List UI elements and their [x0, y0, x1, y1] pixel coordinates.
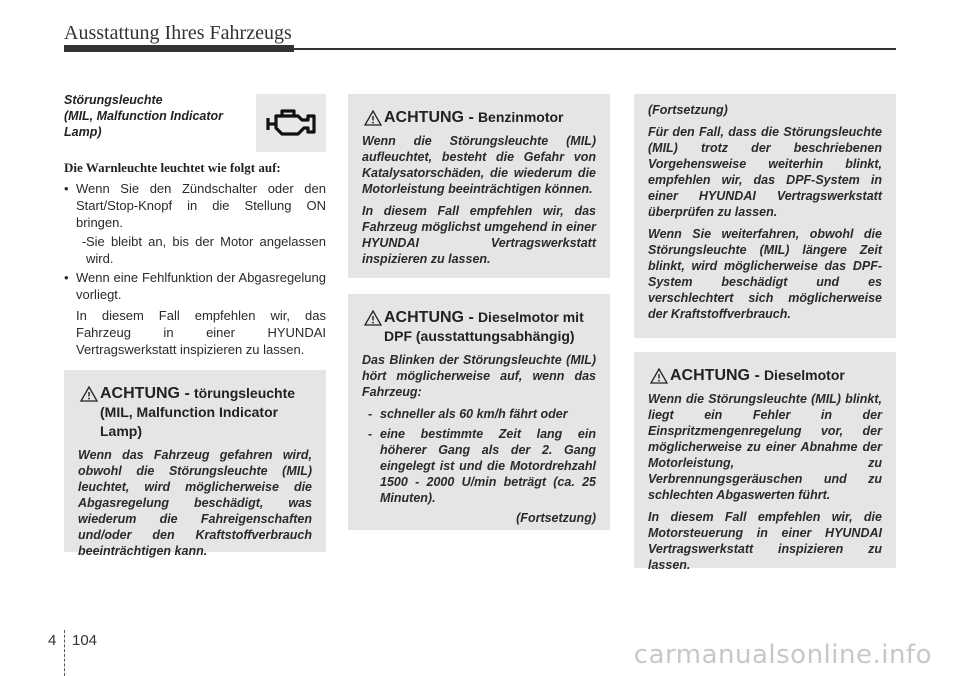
- warning-title: [78, 384, 312, 441]
- page-header-title: Ausstattung Ihres Fahrzeugs: [64, 22, 292, 44]
- lead-text: Die Warnleuchte leuchtet wie folgt auf:: [64, 160, 281, 175]
- warning-box-dpf: [348, 294, 610, 530]
- warning-triangle-icon: [648, 368, 670, 384]
- bullet-paragraph: In diesem Fall empfehlen wir, das Fahrzeug in einer HYUNDAI Vertragswerkstatt inspizieren zu lassen.: [76, 308, 326, 357]
- bullet-item: [64, 269, 326, 358]
- warning-title-text: Dieselmotor mit DPF (ausstattungsabhängig): [384, 309, 584, 344]
- dash-item: [76, 233, 326, 267]
- warning-text: Wenn die Störungsleuchte (MIL) aufleuchtet, besteht die Gefahr von Katalysatorschäden, die wiederum die Motorleistung beeinträchtigen können.: [362, 134, 596, 196]
- warning-word: ACHTUNG -: [384, 309, 474, 326]
- bullet-text: Wenn Sie den Zündschalter oder den Start/Stop-Knopf in die Stellung ON bringen.: [76, 181, 326, 230]
- page-number: 104: [72, 632, 98, 649]
- warning-box-dieselmotor: [634, 352, 896, 572]
- continuation-label: (Fortsetzung): [648, 103, 728, 117]
- header-rule: [64, 48, 896, 50]
- warning-text: Für den Fall, dass die Störungsleuchte (MIL) trotz der beschriebenen Vorgehensweise weiterhin blinkt, empfehlen wir, das DPF-System in einer HYUNDAI Vertragswerkstatt überprüfen zu lassen.: [648, 125, 882, 219]
- body-text: [64, 180, 326, 358]
- warning-text: Wenn die Störungsleuchte (MIL) blinkt, liegt ein Fehler in der Einspritzmengenregelung vor, der möglicherweise zu einer Abnahme der Motorleistung, zu Verbrennungsgeräuschen und zu schlechten Abgaswerten führt.: [648, 392, 882, 502]
- warning-text: In diesem Fall empfehlen wir, die Motorsteuerung in einer HYUNDAI Vertragswerkstatt inspizieren zu lassen.: [648, 510, 882, 572]
- dash-text: Sie bleibt an, bis der Motor angelassen wird.: [86, 234, 326, 266]
- bullet-item: [64, 180, 326, 267]
- warning-box-continued: [634, 94, 896, 338]
- subheading-line: Lamp): [64, 125, 102, 139]
- continuation-label: (Fortsetzung): [516, 511, 596, 525]
- warning-title-text: törungsleuchte (MIL, Malfunction Indicator Lamp): [100, 385, 296, 439]
- warning-title: [648, 366, 882, 385]
- warning-dash-item: - eine bestimmte Zeit lang ein höherer Gang als der 2. Gang eingelegt ist und die Motordrehzahl 1500 - 2000 U/min beträgt (ca. 25 Minuten).: [362, 426, 596, 506]
- warning-text: Das Blinken der Störungsleuchte (MIL) hört möglicherweise auf, wenn das Fahrzeug:: [362, 353, 596, 399]
- engine-check-icon-box: [256, 94, 326, 152]
- bullet-text: Wenn eine Fehlfunktion der Abgasregelung vorliegt.: [76, 270, 326, 302]
- warning-title: [362, 308, 596, 346]
- warning-word: ACHTUNG -: [384, 109, 474, 126]
- warning-text: Wenn Sie weiterfahren, obwohl die Störungsleuchte (MIL) längere Zeit blinkt, wird möglicherweise das DPF-System beschädigt und es verschlechtert sich möglicherweise der Kraftstoffverbrauch.: [648, 227, 882, 321]
- warning-triangle-icon: [362, 110, 384, 126]
- section-subheading: [64, 92, 249, 140]
- warning-box-mil: [64, 370, 326, 558]
- chapter-number: 4: [48, 632, 57, 649]
- watermark: carmanualsonline.info: [633, 640, 932, 670]
- warning-box-benzinmotor: [348, 94, 610, 278]
- warning-text: In diesem Fall empfehlen wir, das Fahrzeug möglichst umgehend in einer HYUNDAI Vertragswerkstatt inspizieren zu lassen.: [362, 204, 596, 266]
- subheading-line: (MIL, Malfunction Indicator: [64, 109, 224, 123]
- warning-word: ACHTUNG -: [670, 367, 760, 384]
- warning-triangle-icon: [78, 386, 100, 402]
- subheading-line: Störungsleuchte: [64, 93, 163, 107]
- warning-title-text: Dieselmotor: [763, 367, 845, 383]
- warning-dash-item: - schneller als 60 km/h fährt oder: [362, 406, 596, 422]
- warning-triangle-icon: [362, 310, 384, 326]
- warning-word: ACHTUNG -: [100, 385, 190, 402]
- footer-divider: [64, 630, 65, 676]
- engine-check-icon: [264, 106, 318, 140]
- warning-title: [362, 108, 596, 127]
- warning-title-text: Benzinmotor: [477, 109, 564, 125]
- warning-text: Wenn das Fahrzeug gefahren wird, obwohl die Störungsleuchte (MIL) leuchtet, wird möglicherweise die Abgasregelung beschädigt, was wiederum die Fahreigenschaften und/oder den Kraftstoffverbrauch beeinträchtigen kann.: [78, 448, 312, 558]
